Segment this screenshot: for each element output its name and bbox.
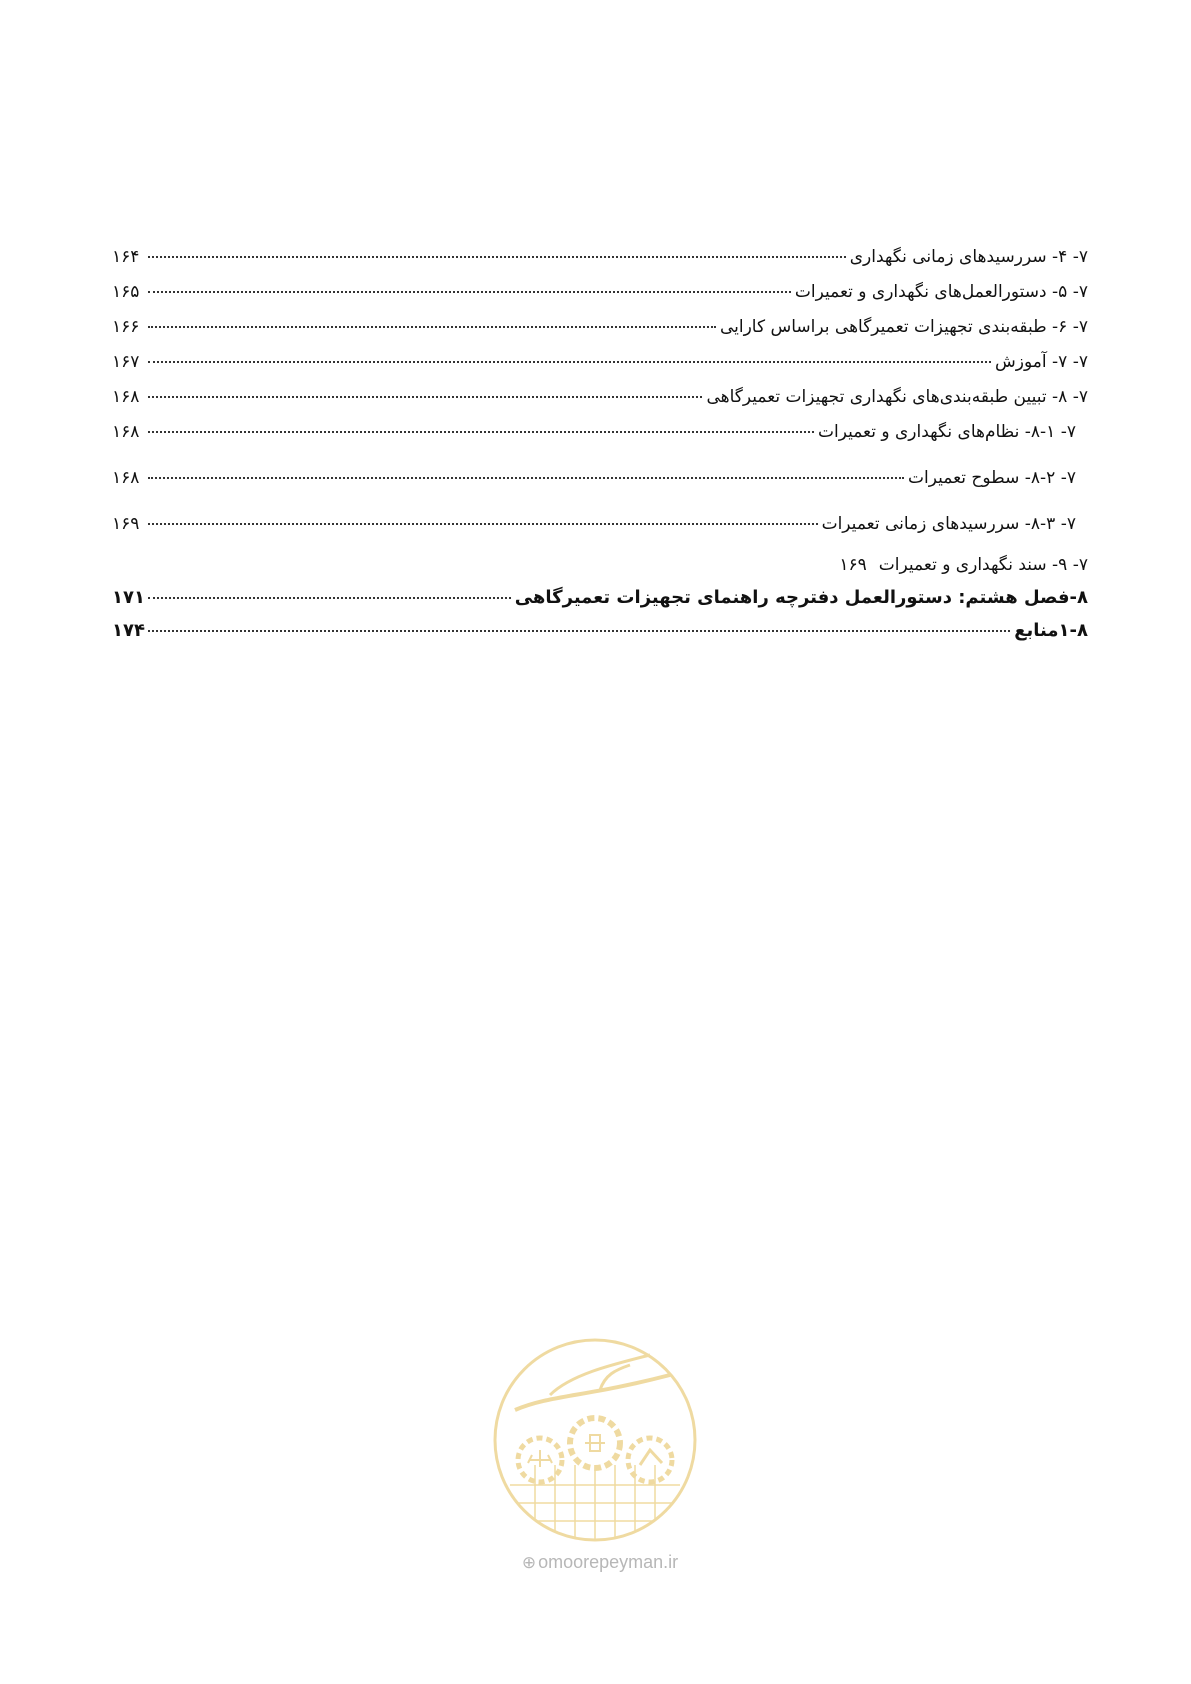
watermark-site	[505, 1552, 695, 1573]
dot-leader	[148, 614, 1010, 632]
dot-leader	[148, 581, 511, 599]
toc-entry-title: ۷- ۸-۳- سررسیدهای زمانی تعمیرات	[821, 514, 1076, 534]
toc-entry-title: ۷- ۴- سررسیدهای زمانی نگهداری	[849, 247, 1088, 267]
toc-entry-page: ۱۶۶	[112, 317, 140, 337]
dot-leader	[148, 345, 991, 363]
toc-entry-title: ۸-فصل هشتم: دستورالعمل دفترچه راهنمای تجهیزات تعمیرگاهی	[514, 587, 1088, 608]
toc-entry-page: ۱۶۹	[112, 514, 140, 534]
toc-entry-title: ۷- ۸- تبیین طبقه‌بندی‌های نگهداری تجهیزات تعمیرگاهی	[706, 387, 1088, 407]
toc-entry-title: ۷- ۶- طبقه‌بندی تجهیزات تعمیرگاهی براساس کارایی	[719, 317, 1088, 337]
toc-entry-page: ۱۶۵	[112, 282, 140, 302]
watermark-logo	[490, 1335, 700, 1545]
toc-entry-page: ۱۶۸	[112, 422, 140, 442]
toc-entry[interactable]	[112, 585, 1088, 609]
toc-entry[interactable]	[112, 465, 1088, 489]
toc-entry-page: ۱۶۸	[112, 387, 140, 407]
dot-leader	[148, 275, 791, 293]
toc-entry-title: ۷- ۷- آموزش	[995, 352, 1088, 372]
dot-leader	[148, 240, 846, 258]
toc-entry-page: ۱۷۴	[112, 620, 145, 641]
toc-entry[interactable]	[112, 314, 1088, 338]
table-of-contents	[112, 244, 1088, 642]
dot-leader	[148, 310, 716, 328]
toc-entry[interactable]	[112, 554, 1088, 576]
toc-entry-title: ۷- ۸-۱- نظام‌های نگهداری و تعمیرات	[817, 422, 1076, 442]
toc-entry-title: ۷- ۸-۲- سطوح تعمیرات	[908, 468, 1076, 488]
globe-icon: ⊕	[521, 1553, 537, 1572]
toc-entry[interactable]	[112, 349, 1088, 373]
toc-entry[interactable]	[112, 511, 1088, 535]
toc-entry-title: ۷- ۵- دستورالعمل‌های نگهداری و تعمیرات	[794, 282, 1088, 302]
toc-entry[interactable]	[112, 419, 1088, 443]
toc-entry-title: ۷- ۹- سند نگهداری و تعمیرات	[878, 555, 1088, 575]
toc-entry[interactable]	[112, 618, 1088, 642]
dot-leader	[148, 461, 904, 479]
toc-entry[interactable]	[112, 244, 1088, 268]
toc-entry-page: ۱۶۹	[839, 555, 867, 575]
toc-entry-page: ۱۷۱	[112, 587, 145, 608]
toc-entry-page: ۱۶۷	[112, 352, 140, 372]
toc-entry-page: ۱۶۴	[112, 247, 140, 267]
toc-entry[interactable]	[112, 279, 1088, 303]
toc-entry-title: ۱-۸منابع	[1014, 620, 1088, 641]
toc-entry-page: ۱۶۸	[112, 468, 140, 488]
toc-entry[interactable]	[112, 384, 1088, 408]
dot-leader	[148, 415, 814, 433]
watermark-site-text: omoorepeyman.ir	[538, 1552, 679, 1572]
dot-leader	[148, 507, 818, 525]
dot-leader	[148, 380, 702, 398]
